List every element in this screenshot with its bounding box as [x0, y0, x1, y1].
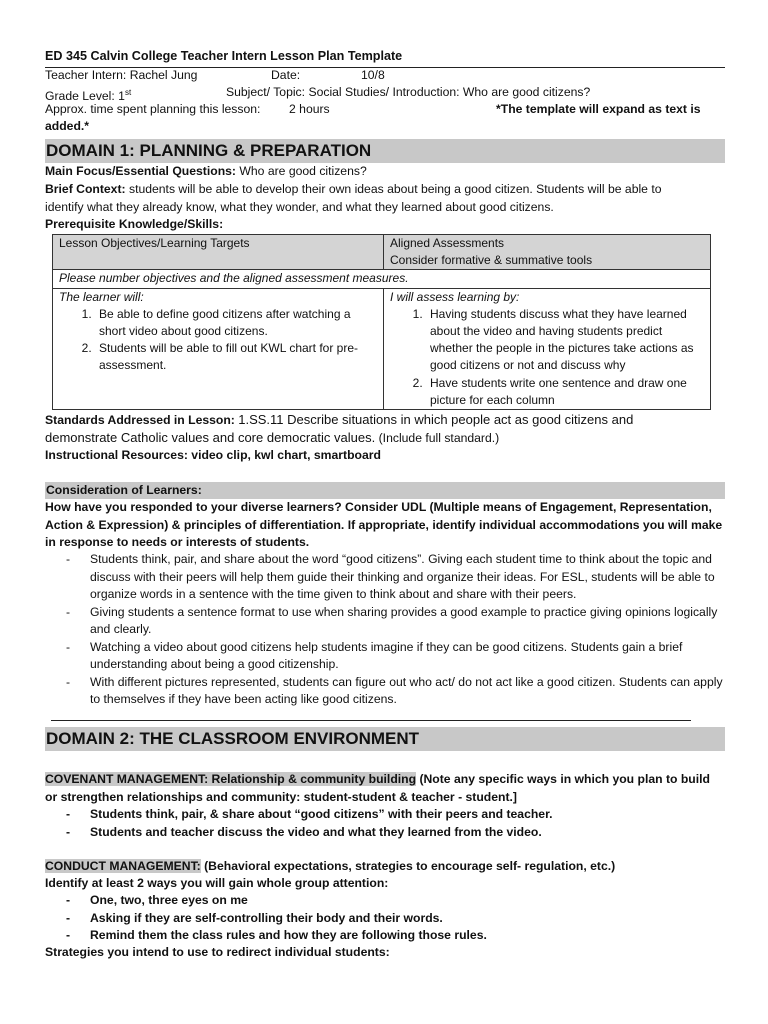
conduct-block — [45, 858, 725, 876]
assessments-header-sub: Consider formative & summative tools — [390, 253, 593, 268]
assessments-cell — [384, 288, 711, 409]
learners-item: - Giving students a sentence format to use when sharing provides a good example to practice giving opinions logically and clearly. — [45, 604, 725, 639]
intern-name: Rachel Jung — [129, 68, 198, 82]
attention-prompt: Identify at least 2 ways you will gain whole group attention: — [45, 876, 389, 890]
template-note-cont: added.* — [45, 119, 90, 133]
document-title: ED 345 Calvin College Teacher Intern Lesson Plan Template — [45, 49, 403, 63]
time-value: 2 hours — [289, 102, 330, 116]
covenant-label: COVENANT MANAGEMENT: Relationship & community building — [45, 772, 417, 786]
standards-value-cont: demonstrate Catholic values and core democratic values. — [45, 430, 376, 445]
standards-row — [45, 411, 633, 430]
prereq-label: Prerequisite Knowledge/Skills: — [45, 217, 224, 231]
subject-row — [226, 84, 590, 102]
assessment-item: 2. Have students write one sentence and draw one picture for each column — [426, 375, 704, 409]
table-note: Please number objectives and the aligned assessment measures. — [53, 270, 711, 288]
attention-item: - Asking if they are self-controlling their body and their words. — [45, 910, 725, 928]
focus-value: Who are good citizens? — [239, 164, 367, 178]
objectives-table — [52, 234, 711, 410]
resources-label: Instructional Resources: — [45, 448, 188, 462]
attention-item: - Remind them the class rules and how they are following those rules. — [45, 927, 725, 945]
covenant-block — [45, 771, 725, 806]
objectives-cell — [53, 288, 384, 409]
date-label: Date: — [271, 68, 301, 82]
standards-value: 1.SS.11 Describe situations in which people act as good citizens and — [238, 412, 634, 427]
covenant-list — [45, 806, 725, 841]
focus-label: Main Focus/Essential Questions: — [45, 164, 236, 178]
time-label: Approx. time spent planning this lesson: — [45, 102, 261, 116]
covenant-item: - Students think, pair, & share about “good citizens” with their peers and teacher. — [45, 806, 725, 824]
section-divider — [51, 720, 691, 721]
grade-sup: st — [124, 88, 132, 97]
context-row — [45, 181, 662, 199]
context-value: students will be able to develop their own ideas about being a good citizen. Students will be able to — [128, 182, 662, 196]
learners-list — [45, 551, 725, 709]
learners-item: - Watching a video about good citizens help students imagine if they can be good citizens. Students gain a brief understanding about being a good citizenship. — [45, 639, 725, 674]
standards-note: (Include full standard.) — [378, 431, 500, 445]
covenant-note: (Note any specific ways in which you plan to build or strengthen relationships and community: student-student & teacher - student.] — [45, 772, 710, 804]
learners-item: - Students think, pair, and share about the word “good citizens”. Giving each student time to think about the topic and discuss with their peers will help them guide their thinking and organize their ideas. For ESL, students will be able to organize words in a sentence with the time given to think about and share with their peers. — [45, 551, 725, 604]
table-body-row — [53, 288, 711, 409]
assessment-item: 1. Having students discuss what they have learned about the video and having students predict whether the people in the pictures take actions as good citizens or not and discuss why — [426, 306, 704, 375]
context-cont: identify what they already know, what they wonder, and what they learned about good citizens. — [45, 200, 554, 214]
learners-heading: Consideration of Learners: — [45, 482, 725, 499]
date-value: 10/8 — [361, 68, 385, 82]
intern-row — [45, 67, 197, 85]
focus-row — [45, 163, 367, 181]
table-note-row — [53, 270, 711, 288]
grade-value: 1 — [118, 89, 125, 104]
assessments-header-title: Aligned Assessments — [390, 236, 505, 250]
attention-list — [45, 892, 725, 945]
template-note: *The template will expand as text is — [496, 102, 701, 116]
covenant-item: - Students and teacher discuss the video and what they learned from the video. — [45, 824, 725, 842]
resources-row — [45, 447, 381, 465]
standards-cont-row — [45, 429, 499, 448]
domain2-heading: DOMAIN 2: THE CLASSROOM ENVIRONMENT — [45, 727, 725, 751]
objectives-header: Lesson Objectives/Learning Targets — [53, 235, 384, 270]
objectives-intro: The learner will: — [59, 289, 144, 304]
context-label: Brief Context: — [45, 182, 126, 196]
learners-prompt: How have you responded to your diverse learners? Consider UDL (Multiple means of Engagement, Representation, Action & Expression) & principles of differentiation. If appropriate, identify individual accommodations you will make in response to needs or interests of students. — [45, 500, 723, 549]
domain1-heading: DOMAIN 1: PLANNING & PREPARATION — [45, 139, 725, 163]
assessments-intro: I will assess learning by: — [390, 289, 520, 304]
attention-item: - One, two, three eyes on me — [45, 892, 725, 910]
subject-label: Subject/ Topic: — [226, 85, 306, 99]
conduct-note: (Behavioral expectations, strategies to encourage self- regulation, etc.) — [204, 859, 616, 873]
standards-label: Standards Addressed in Lesson: — [45, 413, 235, 427]
subject-value: Social Studies/ Introduction: Who are good citizens? — [308, 85, 591, 99]
resources-value: video clip, kwl chart, smartboard — [191, 448, 381, 462]
objective-item: 1. Be able to define good citizens after watching a short video about good citizens. — [95, 306, 377, 340]
table-header-row — [53, 235, 711, 270]
redirect-prompt: Strategies you intend to use to redirect individual students: — [45, 945, 390, 959]
assessments-header — [384, 235, 711, 270]
objective-item: 2. Students will be able to fill out KWL chart for pre-assessment. — [95, 340, 377, 374]
conduct-label: CONDUCT MANAGEMENT: — [45, 859, 201, 873]
grade-label: Grade Level: — [45, 89, 115, 104]
learners-item: - With different pictures represented, students can figure out who act/ do not act like a good citizen. Students can apply to themselves if they have been acting like good citizens. — [45, 674, 725, 709]
intern-label: Teacher Intern: — [45, 68, 127, 82]
